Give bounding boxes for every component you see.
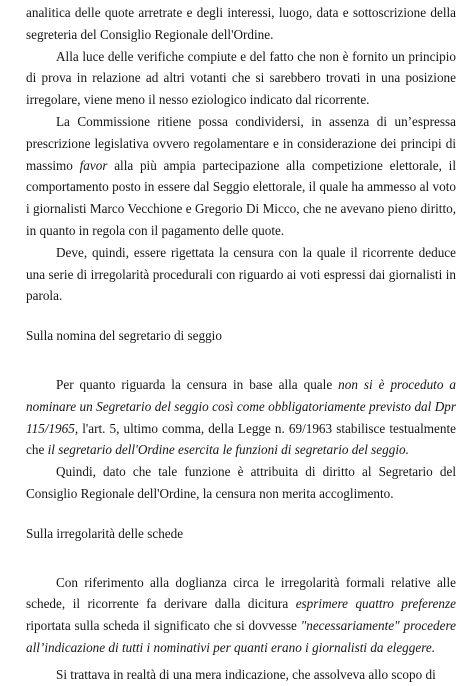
italic-text-run: non si è proceduto a nominare un Segretario del seggio così come obbligatoriamente previsto dal Dpr 115/1965, [26,376,456,436]
paragraph-commission-opinion [26,111,456,242]
text-run: riportata sulla scheda il significato che si dovvesse [26,618,301,634]
section-heading-ballots: Sulla irregolarità delle schede [26,525,184,541]
paragraph-ballots-complaint [26,572,456,659]
text-run: Per quanto riguarda la censura in base alla quale [56,376,339,392]
paragraph-verification: Alla luce delle verifiche compiute e del fatto che non è fornito un principio di prova in relazione ad altri votanti che si sarebbero trovati in una posizione irregolare, viene meno il nesso eziologico indicato dal ricorrente. [26,48,456,108]
text-run: Con riferimento alla doglianza circa le irregolarità formali relative alle schede, il ricorrente fa derivare dalla dicitura [26,574,456,612]
italic-text-run: favor [79,157,108,173]
paragraph-quote-analysis: analitica delle quote arretrate e degli interessi, luogo, data e sottoscrizione della segreteria del Consiglio Regionale dell'Ordine. [26,5,456,42]
text-run: alla più ampia partecipazione alla competizione elettorale, il comportamento posto in essere dal Seggio elettorale, il quale ha ammesso al voto i giornalisti Marco Vecchione e Gregorio Di Micco, che ne avevano pieno diritto, in quanto in regola con il pagamento delle quote. [26,157,456,238]
text-run: La Commissione ritiene possa condividersi, in assenza di un’espressa prescrizione legislativa ovvero regolamentare e in considerazione dei principi di massimo [26,113,456,173]
paragraph-rejection: Deve, quindi, essere rigettata la censura con la quale il ricorrente deduce una serie di irregolarità procedurali con riguardo ai voti espressi dai giornalisti in parola. [26,244,456,304]
section-heading-secretary: Sulla nomina del segretario di seggio [26,328,222,344]
italic-text-run: esprimere quattro preferenze [295,596,456,612]
paragraph-secretary-censure [26,374,456,461]
paragraph-mere-indication: Si trattava in realtà di una mera indicazione, che assolveva allo scopo di [56,666,436,682]
italic-text-run: "necessariamente" procedere all’indicazione di tutti i nominativi per quanti erano i giornalisti da eleggere. [26,618,456,655]
italic-text-run: il segretario dell'Ordine esercita le funzioni di segretario del seggio. [47,442,409,458]
paragraph-secretary-conclusion: Quindi, dato che tale funzione è attribuita di diritto al Segretario del Consiglio Regionale dell'Ordine, la censura non merita accoglimento. [26,464,456,501]
text-run: l'art. 5, ultimo comma, della Legge n. 69/1963 stabilisce testualmente che [26,420,456,458]
